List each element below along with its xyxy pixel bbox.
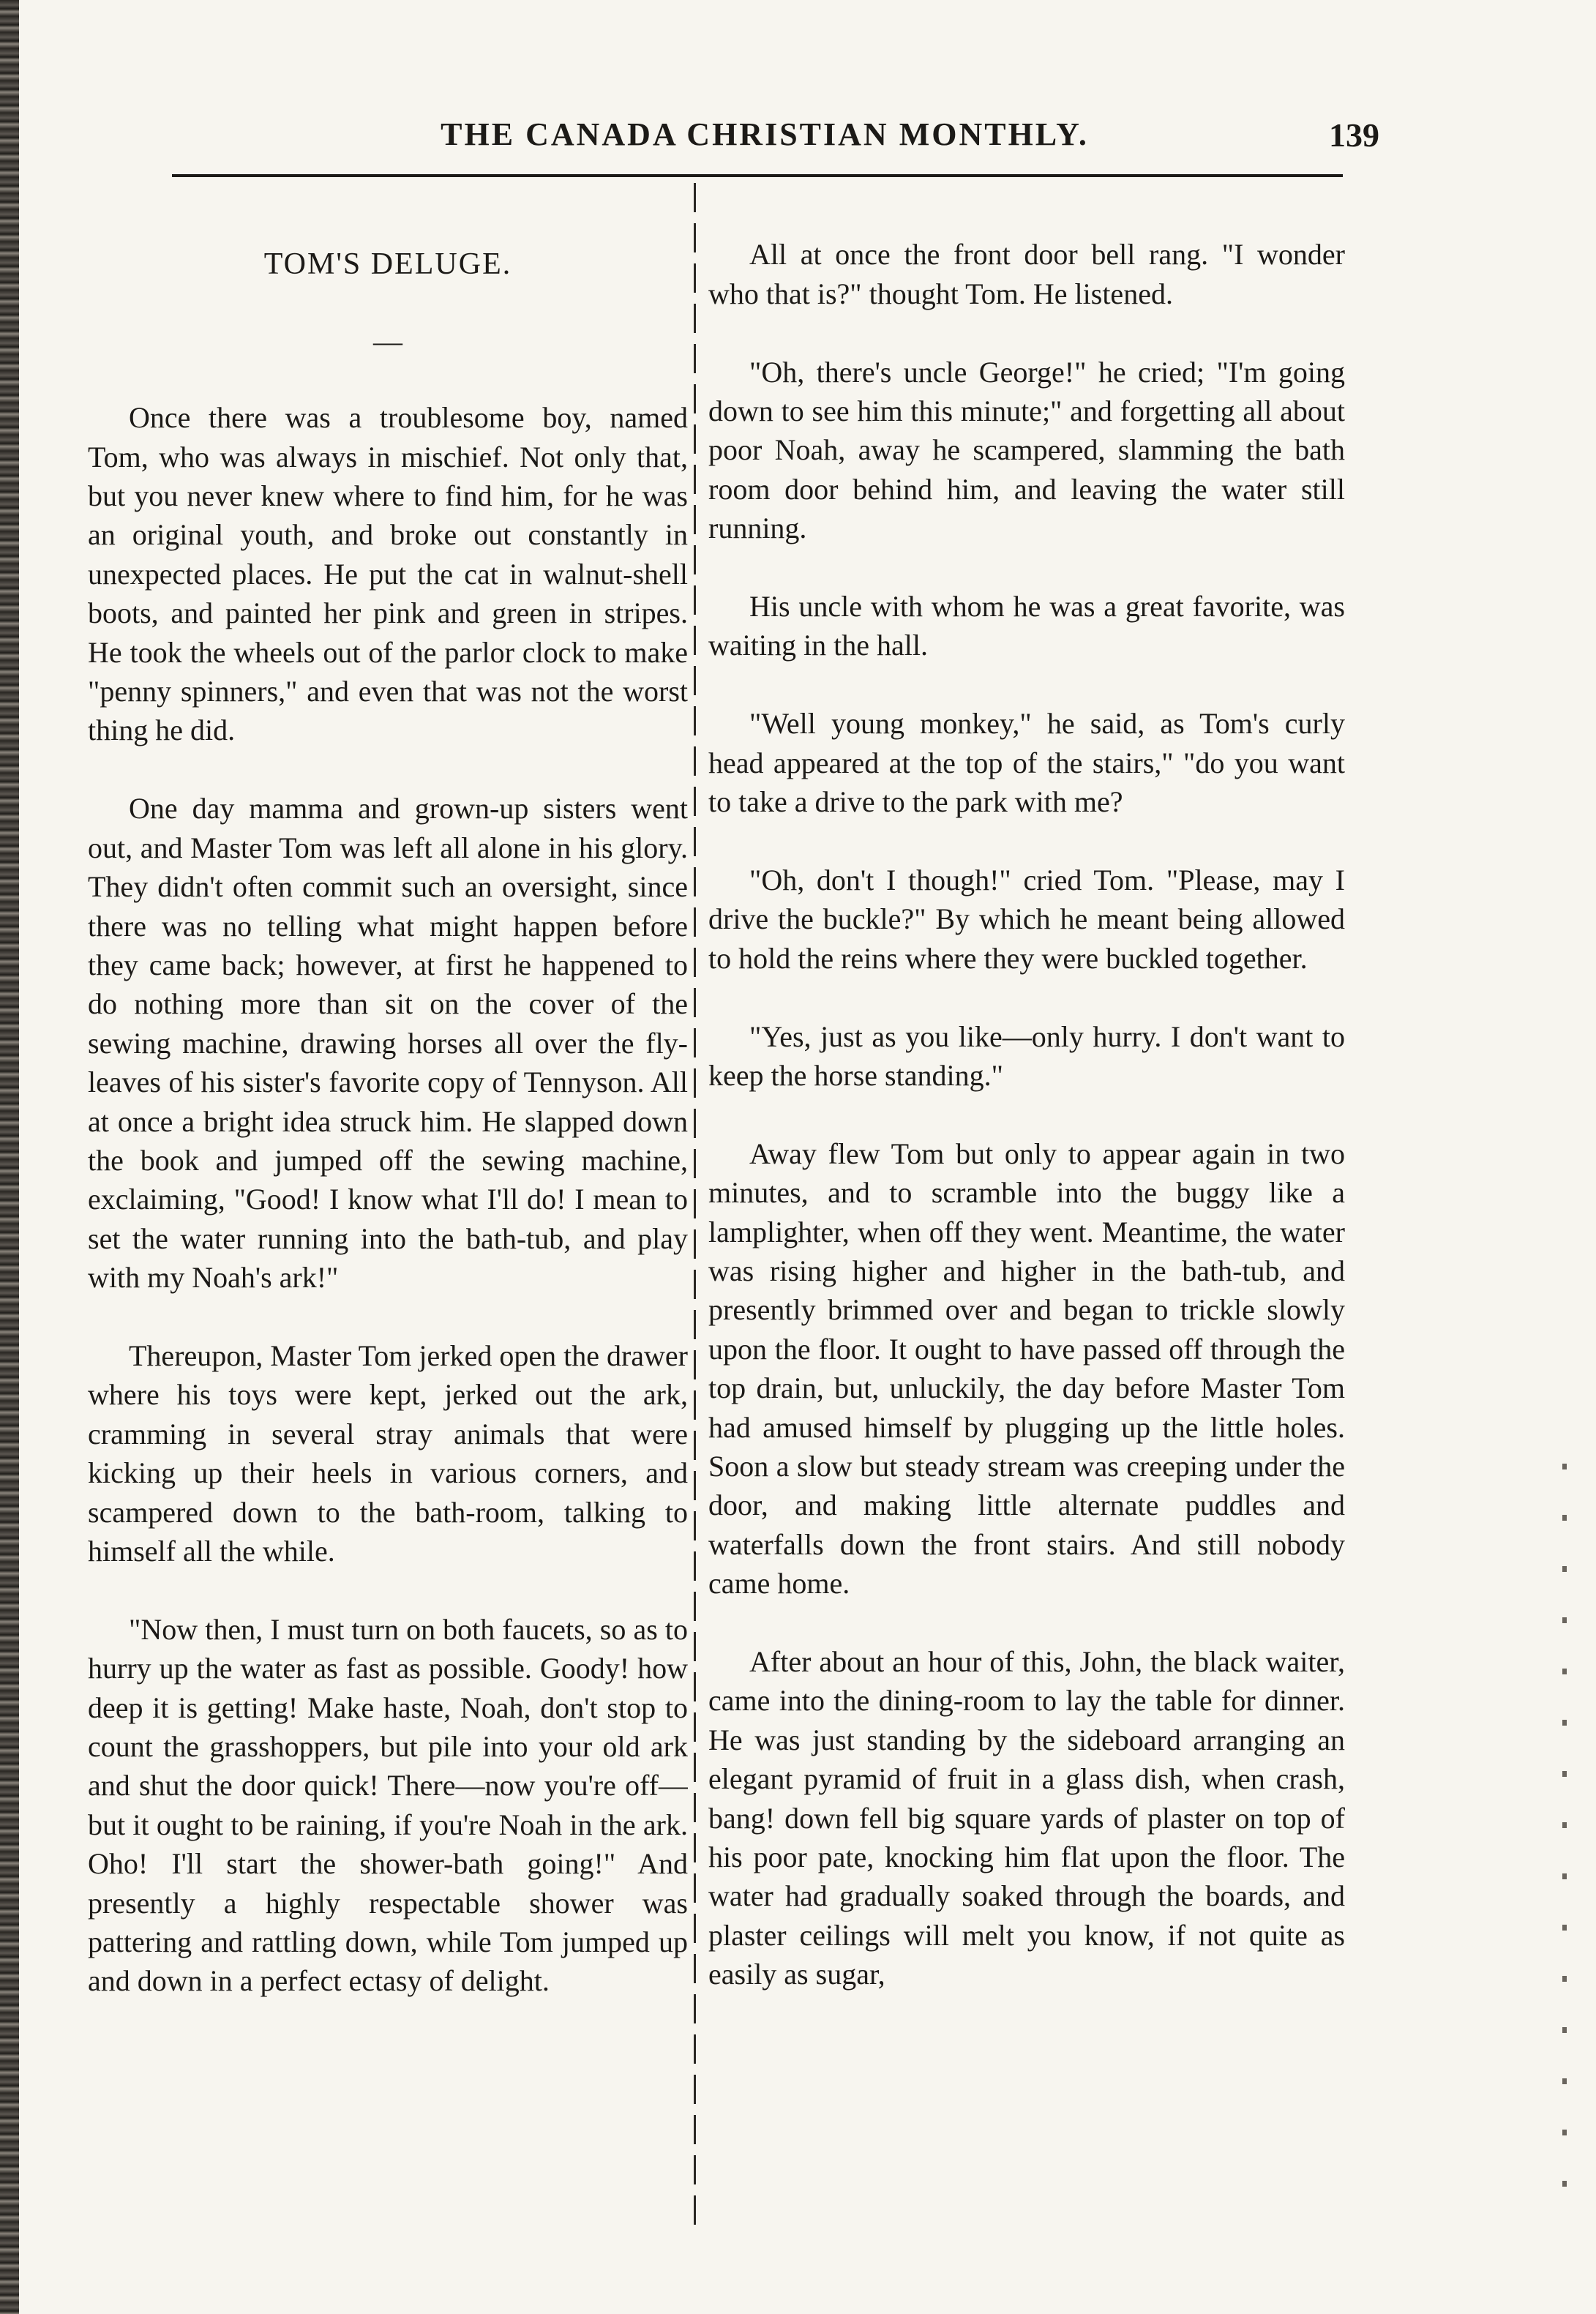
paragraph: "Oh, don't I though!" cried Tom. "Please, may I drive the buckle?" By which he meant being allowed to hold the reins where they were buckled together. xyxy=(708,863,1345,975)
paragraph: Away flew Tom but only to appear again in two minutes, and to scramble into the buggy like a lamplighter, when off they went. Meantime, the water was rising higher and higher in the bath-tub, and presently brimmed over and began to trickle slowly upon the floor. It ought to have passed off through the top drain, but, unluckily, the day before Master Tom had amused himself by plugging up the little holes. Soon a slow but steady stream was creeping under the door, and making little alternate puddles and waterfalls down the front stairs. And still nobody came home. xyxy=(708,1137,1345,1600)
paragraph: All at once the front door bell rang. "I wonder who that is?" thought Tom. He listened. xyxy=(708,238,1345,310)
page-number: 139 xyxy=(1329,116,1379,154)
paragraph: One day mamma and grown-up sisters went out, and Master Tom was left all alone in his glory. They didn't often commit such an oversight, since there was no telling what might happen before they came back; however, at first he happened to do nothing more than sit on the cover of the sewing machine, drawing horses all over the fly-leaves of his sister's favorite copy of Tennyson. All at once a bright idea struck him. He slapped down the book and jumped off the sewing machine, exclaiming, "Good! I know what I'll do! I mean to set the water running into the bath-tub, and play with my Noah's ark!" xyxy=(88,792,688,1295)
journal-title: THE CANADA CHRISTIAN MONTHLY. xyxy=(441,116,1089,152)
article-heading: TOM'S DELUGE. xyxy=(263,247,512,282)
column-divider xyxy=(694,183,696,2225)
paragraph: "Well young monkey," he said, as Tom's curly head appeared at the top of the stairs," "do you want to take a drive to the park with me? xyxy=(708,707,1345,819)
running-header xyxy=(172,116,1379,167)
paragraph: Thereupon, Master Tom jerked open the drawer where his toys were kept, jerked out the ark, cramming in several stray animals that were kicking up their heels in various corners, and scampered down to the bath-room, talking to himself all the while. xyxy=(88,1338,688,1568)
paragraph: "Now then, I must turn on both faucets, so as to hurry up the water as fast as possible. Goody! how deep it is getting! Make haste, Noah, don't stop to count the grasshoppers, but pile into your old ark and shut the door quick! There—now you're off—but it ought to be raining, if you're Noah in the ark. Oho! I'll start the shower-bath going!" And presently a highly respectable shower was pattering and rattling down, while Tom jumped up and down in a perfect ectasy of delight. xyxy=(88,1612,688,1998)
left-column xyxy=(88,196,688,2245)
paragraph: "Oh, there's uncle George!" he cried; "I'm going down to see him this minute;" and forgetting all about poor Noah, away he scampered, slamming the bath room door behind him, and leaving the water still running. xyxy=(708,355,1345,545)
header-rule xyxy=(172,174,1343,177)
paragraph: Once there was a troublesome boy, named Tom, who was always in mischief. Not only that, but you never knew where to find him, for he was an original youth, and broke out constantly in unexpected places. He put the cat in walnut-shell boots, and painted her pink and green in stripes. He took the wheels out of the parlor clock to make "penny spinners," and even that was not the worst thing he did. xyxy=(88,401,688,747)
paragraph: After about an hour of this, John, the black waiter, came into the dining-room to lay the table for dinner. He was just standing by the sideboard arranging an elegant pyramid of fruit in a glass dish, when crash, bang! down fell big square yards of plaster on top of his poor pate, knocking him flat upon the floor. The water had gradually soaked through the boards, and plaster ceilings will melt you know, if not quite as easily as sugar, xyxy=(708,1645,1345,1991)
paragraph: "Yes, just as you like—only hurry. I don't want to keep the horse standing." xyxy=(708,1019,1345,1092)
margin-specks xyxy=(1562,1464,1567,2195)
page-binding-edge xyxy=(0,0,19,2314)
heading-separator: — xyxy=(373,324,402,358)
right-column xyxy=(708,196,1345,2245)
paragraph: His uncle with whom he was a great favorite, was waiting in the hall. xyxy=(708,590,1345,662)
